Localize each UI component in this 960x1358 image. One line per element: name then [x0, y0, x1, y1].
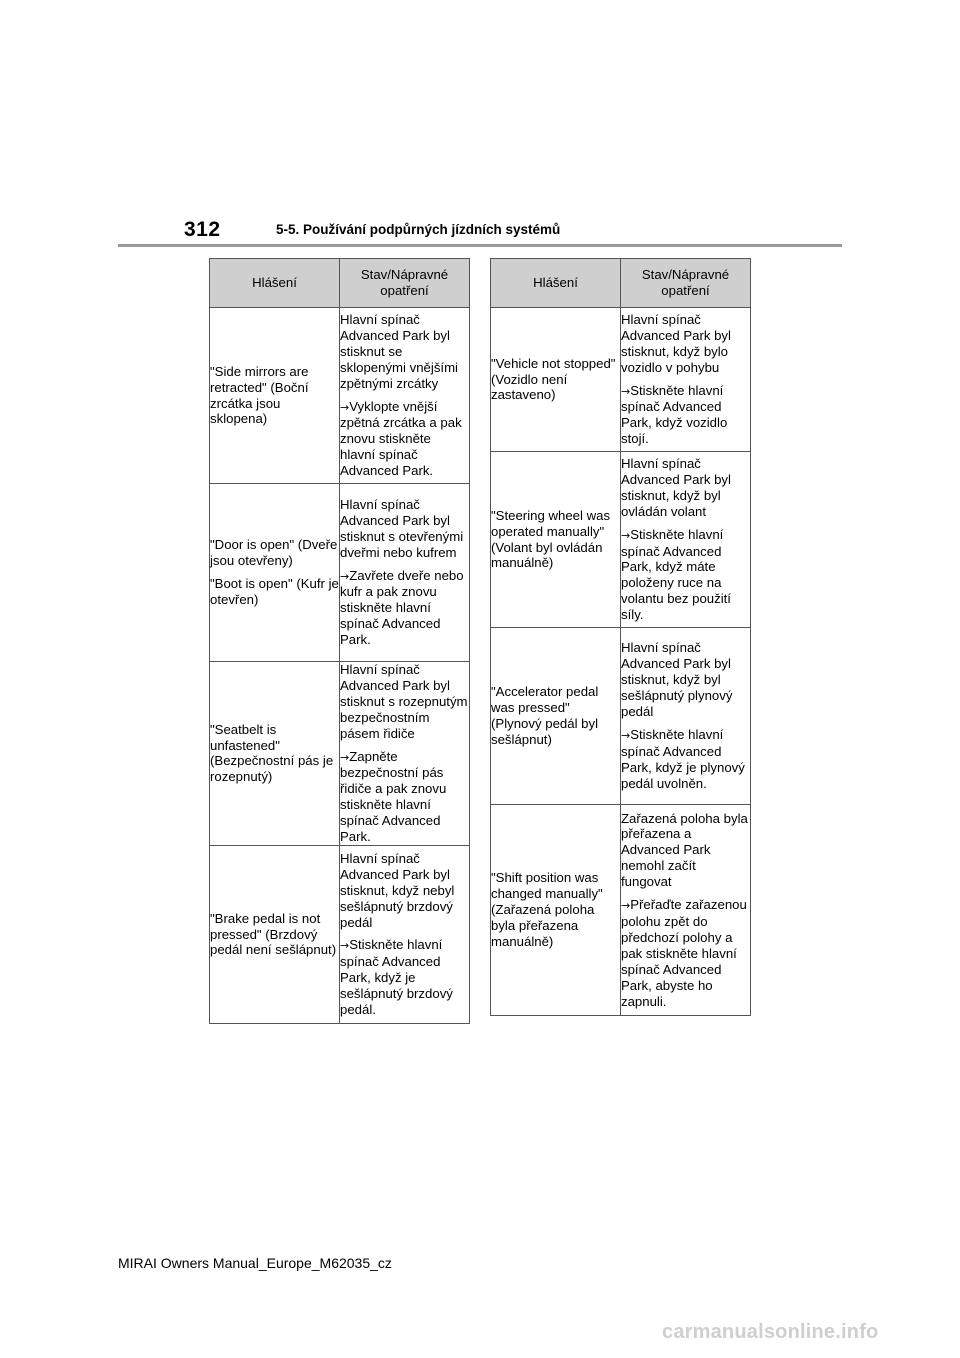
table-row: [491, 308, 751, 452]
message-cell: [491, 452, 621, 628]
state-text: Hlavní spínač Advanced Park byl stisknut se sklopenými vnějšími zpětnými zrcátky: [340, 311, 458, 391]
arrow-icon: →: [621, 528, 631, 542]
action-text: Stiskněte hlavní spínač Advanced Park, když máte položeny ruce na volantu bez použití síly.: [621, 526, 731, 623]
state-text: Hlavní spínač Advanced Park byl stisknut s otevřenými dveřmi nebo kufrem: [340, 496, 464, 560]
column-header-action: Stav/Nápravné opatření: [621, 259, 751, 308]
header-divider: [118, 244, 842, 247]
table-row: [210, 484, 470, 662]
table-row: [210, 845, 470, 1023]
table-row: [491, 628, 751, 805]
column-header-action: Stav/Nápravné opatření: [340, 259, 470, 308]
action-text: Zapněte bezpečnostní pás řidiče a pak znovu stiskněte hlavní spínač Advanced Park.: [340, 748, 447, 845]
message-cell: [210, 308, 340, 484]
state-text: Hlavní spínač Advanced Park byl stisknut, když byl sešlápnutý plynový pedál: [621, 640, 733, 720]
page-number: 312: [184, 218, 221, 241]
state-text: Hlavní spínač Advanced Park byl stisknut, když bylo vozidlo v pohybu: [621, 311, 731, 375]
action-cell: [340, 845, 470, 1023]
arrow-icon: →: [621, 899, 631, 913]
message-cell: [210, 484, 340, 662]
table-row: [210, 662, 470, 846]
messages-table-left: [209, 258, 470, 1024]
action-text: Přeřaďte zařazenou polohu zpět do předchozí polohy a pak stiskněte hlavní spínač Advanced Park, abyste ho zapnuli.: [621, 897, 747, 1009]
arrow-icon: →: [340, 939, 350, 953]
message-text: "Side mirrors are retracted" (Boční zrcátka jsou sklopena): [210, 363, 309, 427]
action-text: Vyklopte vnější zpětná zrcátka a pak znovu stiskněte hlavní spínač Advanced Park.: [340, 398, 462, 479]
action-cell: [621, 805, 751, 1016]
message-text: "Brake pedal is not pressed" (Brzdový pedál není sešlápnut): [210, 910, 337, 958]
state-text: Hlavní spínač Advanced Park byl stisknut, když nebyl sešlápnutý brzdový pedál: [340, 850, 455, 930]
action-cell: [340, 484, 470, 662]
action-text: Stiskněte hlavní spínač Advanced Park, když je sešlápnutý brzdový pedál.: [340, 937, 453, 1018]
message-cell: [491, 308, 621, 452]
section-title: 5-5. Používání podpůrných jízdních systémů: [276, 222, 561, 237]
arrow-icon: →: [621, 384, 631, 398]
action-cell: [621, 628, 751, 805]
message-text: "Steering wheel was operated manually" (Volant byl ovládán manuálně): [491, 507, 611, 571]
message-cell: [491, 805, 621, 1016]
action-cell: [340, 308, 470, 484]
action-text: Stiskněte hlavní spínač Advanced Park, když je plynový pedál uvolněn.: [621, 726, 745, 791]
action-cell: [340, 662, 470, 846]
footer-text: MIRAI Owners Manual_Europe_M62035_cz: [118, 1255, 392, 1271]
message-cell: [210, 845, 340, 1023]
message-text: "Seatbelt is unfastened" (Bezpečnostní pás je rozepnutý): [210, 721, 334, 785]
action-text: Zavřete dveře nebo kufr a pak znovu stiskněte hlavní spínač Advanced Park.: [340, 567, 464, 648]
action-cell: [621, 452, 751, 628]
table-row: [491, 805, 751, 1016]
table-row: [210, 308, 470, 484]
message-text: "Boot is open" (Kufr je otevřen): [210, 576, 339, 607]
message-text: "Shift position was changed manually" (Zařazená poloha byla přeřazena manuálně): [491, 870, 603, 949]
column-header-message: Hlášení: [210, 259, 340, 308]
state-text: Hlavní spínač Advanced Park byl stisknut, když byl ovládán volant: [621, 455, 731, 519]
arrow-icon: →: [621, 728, 631, 742]
messages-table-right: [490, 258, 751, 1016]
arrow-icon: →: [340, 750, 350, 764]
message-cell: [210, 662, 340, 846]
message-text: "Door is open" (Dveře jsou otevřeny): [210, 537, 338, 569]
arrow-icon: →: [340, 569, 350, 583]
action-text: Stiskněte hlavní spínač Advanced Park, když vozidlo stojí.: [621, 382, 728, 447]
message-cell: [491, 628, 621, 805]
table-row: [491, 452, 751, 628]
page-header: [118, 214, 842, 246]
message-text: "Accelerator pedal was pressed" (Plynový pedál byl sešlápnut): [491, 684, 599, 747]
state-text: Zařazená poloha byla přeřazena a Advanced Park nemohl začít fungovat: [621, 810, 748, 890]
column-header-message: Hlášení: [491, 259, 621, 308]
action-cell: [621, 308, 751, 452]
watermark-text: carmanualsonline.info: [662, 1321, 879, 1343]
message-text: "Vehicle not stopped" (Vozidlo není zastaveno): [491, 355, 616, 403]
arrow-icon: →: [340, 400, 350, 414]
state-text: Hlavní spínač Advanced Park byl stisknut s rozepnutým bezpečnostním pásem řidiče: [340, 662, 468, 741]
